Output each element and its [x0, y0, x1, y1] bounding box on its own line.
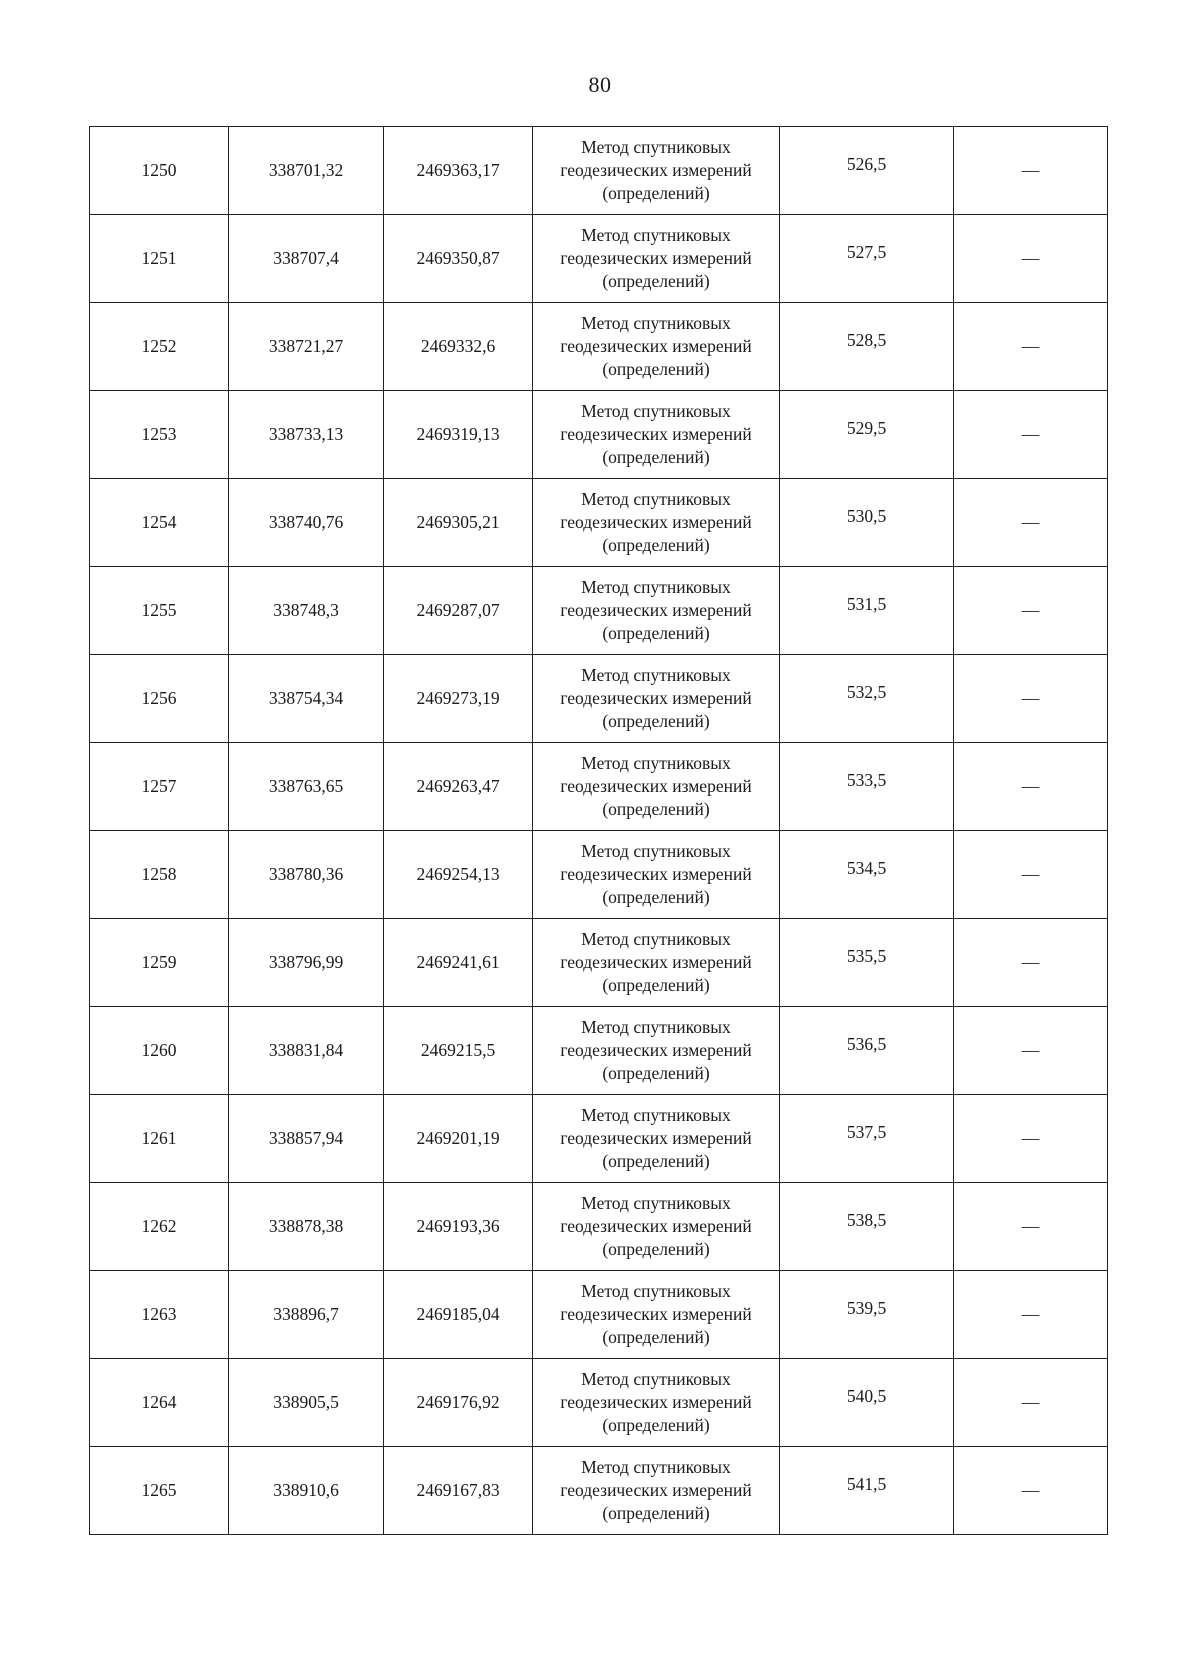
description-dash: — — [1021, 688, 1040, 708]
point-number-cell — [90, 1271, 229, 1359]
point-number-cell — [90, 479, 229, 567]
accuracy-cell — [780, 919, 954, 1007]
accuracy-cell — [780, 1007, 954, 1095]
method-text: Метод спутниковых геодезических измерений (определений) — [560, 137, 752, 203]
coordinate-y-cell — [384, 1271, 533, 1359]
table-row — [90, 1271, 1108, 1359]
method-text: Метод спутниковых геодезических измерений (определений) — [560, 1105, 752, 1171]
coordinate-x-text: 338748,3 — [273, 600, 339, 620]
point-number-cell — [90, 567, 229, 655]
method-cell — [533, 1447, 780, 1535]
coordinate-y-text: 2469167,83 — [416, 1480, 500, 1500]
point-number-cell — [90, 303, 229, 391]
method-cell — [533, 1271, 780, 1359]
method-text: Метод спутниковых геодезических измерений (определений) — [560, 1281, 752, 1347]
point-number-text: 1253 — [141, 424, 177, 444]
coordinate-x-cell — [229, 1095, 384, 1183]
method-cell — [533, 1183, 780, 1271]
accuracy-cell — [780, 655, 954, 743]
point-number-cell — [90, 655, 229, 743]
coordinate-y-cell — [384, 127, 533, 215]
description-cell — [954, 743, 1108, 831]
method-text: Метод спутниковых геодезических измерений (определений) — [560, 1457, 752, 1523]
accuracy-text: 539,5 — [846, 1298, 887, 1318]
coordinate-y-cell — [384, 215, 533, 303]
accuracy-text: 540,5 — [846, 1386, 887, 1406]
description-cell — [954, 303, 1108, 391]
coordinate-y-text: 2469215,5 — [420, 1040, 496, 1060]
accuracy-text: 541,5 — [846, 1474, 887, 1494]
point-number-cell — [90, 919, 229, 1007]
method-text: Метод спутниковых геодезических измерений (определений) — [560, 929, 752, 995]
coordinate-x-cell — [229, 479, 384, 567]
method-cell — [533, 391, 780, 479]
method-text: Метод спутниковых геодезических измерений (определений) — [560, 401, 752, 467]
coordinate-y-cell — [384, 1183, 533, 1271]
accuracy-text: 536,5 — [846, 1034, 887, 1054]
method-cell — [533, 919, 780, 1007]
description-dash: — — [1021, 160, 1040, 180]
coordinate-x-text: 338878,38 — [268, 1216, 344, 1236]
description-dash: — — [1021, 336, 1040, 356]
coordinate-y-cell — [384, 743, 533, 831]
description-dash: — — [1021, 600, 1040, 620]
coordinate-y-cell — [384, 1007, 533, 1095]
coordinate-x-text: 338763,65 — [268, 776, 344, 796]
method-text: Метод спутниковых геодезических измерений (определений) — [560, 841, 752, 907]
table-row — [90, 1183, 1108, 1271]
coordinate-y-text: 2469185,04 — [416, 1304, 500, 1324]
method-text: Метод спутниковых геодезических измерений (определений) — [560, 489, 752, 555]
method-text: Метод спутниковых геодезических измерений (определений) — [560, 1017, 752, 1083]
coordinate-x-text: 338740,76 — [268, 512, 344, 532]
point-number-cell — [90, 1359, 229, 1447]
coordinate-x-text: 338754,34 — [268, 688, 344, 708]
accuracy-text: 528,5 — [846, 330, 887, 350]
coordinate-y-text: 2469254,13 — [416, 864, 500, 884]
point-number-text: 1255 — [141, 600, 177, 620]
table-row — [90, 127, 1108, 215]
table-row — [90, 567, 1108, 655]
method-cell — [533, 303, 780, 391]
description-dash: — — [1021, 776, 1040, 796]
point-number-text: 1256 — [141, 688, 177, 708]
coordinate-x-cell — [229, 1359, 384, 1447]
description-dash: — — [1021, 512, 1040, 532]
point-number-cell — [90, 743, 229, 831]
description-dash: — — [1021, 1392, 1040, 1412]
coordinate-x-text: 338831,84 — [268, 1040, 344, 1060]
accuracy-text: 538,5 — [846, 1210, 887, 1230]
description-cell — [954, 655, 1108, 743]
method-cell — [533, 1095, 780, 1183]
method-cell — [533, 567, 780, 655]
table-row — [90, 831, 1108, 919]
accuracy-cell — [780, 1359, 954, 1447]
accuracy-cell — [780, 1271, 954, 1359]
description-dash: — — [1021, 1480, 1040, 1500]
coordinate-x-cell — [229, 215, 384, 303]
accuracy-cell — [780, 1183, 954, 1271]
coordinate-x-cell — [229, 1271, 384, 1359]
method-cell — [533, 831, 780, 919]
coordinate-x-text: 338707,4 — [273, 248, 339, 268]
description-cell — [954, 1447, 1108, 1535]
coordinate-x-cell — [229, 391, 384, 479]
description-dash: — — [1021, 952, 1040, 972]
coordinate-x-text: 338721,27 — [268, 336, 344, 356]
coordinate-x-text: 338796,99 — [268, 952, 344, 972]
coordinate-x-cell — [229, 831, 384, 919]
method-text: Метод спутниковых геодезических измерений (определений) — [560, 1369, 752, 1435]
table-body — [90, 127, 1108, 1535]
point-number-cell — [90, 215, 229, 303]
description-dash: — — [1021, 1216, 1040, 1236]
description-dash: — — [1021, 424, 1040, 444]
coordinate-y-cell — [384, 479, 533, 567]
description-cell — [954, 215, 1108, 303]
accuracy-cell — [780, 567, 954, 655]
accuracy-text: 527,5 — [846, 242, 887, 262]
accuracy-cell — [780, 127, 954, 215]
point-number-text: 1260 — [141, 1040, 177, 1060]
accuracy-cell — [780, 743, 954, 831]
accuracy-text: 533,5 — [846, 770, 887, 790]
coordinate-x-cell — [229, 1007, 384, 1095]
accuracy-text: 534,5 — [846, 858, 887, 878]
point-number-text: 1259 — [141, 952, 177, 972]
coordinate-y-text: 2469241,61 — [416, 952, 500, 972]
coordinate-x-text: 338857,94 — [268, 1128, 344, 1148]
coordinate-x-cell — [229, 1183, 384, 1271]
point-number-cell — [90, 831, 229, 919]
accuracy-cell — [780, 1447, 954, 1535]
table-row — [90, 479, 1108, 567]
coordinate-y-cell — [384, 655, 533, 743]
table-row — [90, 1095, 1108, 1183]
point-number-text: 1258 — [141, 864, 177, 884]
coordinate-y-text: 2469201,19 — [416, 1128, 500, 1148]
point-number-text: 1262 — [141, 1216, 177, 1236]
table-row — [90, 743, 1108, 831]
method-cell — [533, 479, 780, 567]
table-row — [90, 303, 1108, 391]
description-dash: — — [1021, 248, 1040, 268]
point-number-text: 1263 — [141, 1304, 177, 1324]
coordinate-y-cell — [384, 1447, 533, 1535]
coordinate-y-text: 2469350,87 — [416, 248, 500, 268]
table-row — [90, 215, 1108, 303]
method-text: Метод спутниковых геодезических измерений (определений) — [560, 665, 752, 731]
point-number-cell — [90, 127, 229, 215]
coordinate-x-text: 338896,7 — [273, 1304, 339, 1324]
table-row — [90, 1007, 1108, 1095]
coordinate-y-text: 2469363,17 — [416, 160, 500, 180]
coordinate-x-text: 338733,13 — [268, 424, 344, 444]
point-number-cell — [90, 1447, 229, 1535]
accuracy-cell — [780, 1095, 954, 1183]
coordinate-x-cell — [229, 1447, 384, 1535]
accuracy-cell — [780, 831, 954, 919]
coordinate-x-text: 338780,36 — [268, 864, 344, 884]
method-cell — [533, 655, 780, 743]
accuracy-text: 526,5 — [846, 154, 887, 174]
accuracy-text: 531,5 — [846, 594, 887, 614]
accuracy-cell — [780, 215, 954, 303]
description-cell — [954, 567, 1108, 655]
method-text: Метод спутниковых геодезических измерений (определений) — [560, 1193, 752, 1259]
accuracy-text: 532,5 — [846, 682, 887, 702]
accuracy-text: 535,5 — [846, 946, 887, 966]
point-number-text: 1254 — [141, 512, 177, 532]
coordinate-x-text: 338905,5 — [273, 1392, 339, 1412]
accuracy-cell — [780, 391, 954, 479]
method-text: Метод спутниковых геодезических измерений (определений) — [560, 577, 752, 643]
coordinate-y-cell — [384, 831, 533, 919]
coordinate-y-text: 2469319,13 — [416, 424, 500, 444]
coordinate-y-text: 2469193,36 — [416, 1216, 500, 1236]
accuracy-text: 530,5 — [846, 506, 887, 526]
description-cell — [954, 919, 1108, 1007]
description-cell — [954, 1359, 1108, 1447]
coordinate-y-text: 2469287,07 — [416, 600, 500, 620]
point-number-text: 1264 — [141, 1392, 177, 1412]
coordinate-y-text: 2469176,92 — [416, 1392, 500, 1412]
coordinate-y-text: 2469273,19 — [416, 688, 500, 708]
coordinate-x-cell — [229, 567, 384, 655]
method-text: Метод спутниковых геодезических измерений (определений) — [560, 225, 752, 291]
method-cell — [533, 1007, 780, 1095]
coordinate-x-cell — [229, 743, 384, 831]
accuracy-text: 529,5 — [846, 418, 887, 438]
description-cell — [954, 1007, 1108, 1095]
table-row — [90, 655, 1108, 743]
point-number-text: 1250 — [141, 160, 177, 180]
point-number-text: 1261 — [141, 1128, 177, 1148]
coordinate-y-text: 2469332,6 — [420, 336, 496, 356]
method-cell — [533, 215, 780, 303]
coordinate-y-text: 2469263,47 — [416, 776, 500, 796]
description-cell — [954, 1183, 1108, 1271]
description-cell — [954, 479, 1108, 567]
coordinate-y-cell — [384, 919, 533, 1007]
coordinate-y-cell — [384, 303, 533, 391]
description-cell — [954, 1095, 1108, 1183]
coordinate-y-cell — [384, 1359, 533, 1447]
coordinate-y-cell — [384, 567, 533, 655]
coordinate-x-cell — [229, 127, 384, 215]
method-text: Метод спутниковых геодезических измерений (определений) — [560, 753, 752, 819]
table-row — [90, 1359, 1108, 1447]
point-number-cell — [90, 1095, 229, 1183]
table-row — [90, 1447, 1108, 1535]
description-dash: — — [1021, 1040, 1040, 1060]
point-number-text: 1252 — [141, 336, 177, 356]
method-cell — [533, 127, 780, 215]
point-number-cell — [90, 1183, 229, 1271]
coordinate-x-cell — [229, 655, 384, 743]
coordinate-x-text: 338910,6 — [273, 1480, 339, 1500]
coordinate-x-text: 338701,32 — [268, 160, 344, 180]
coordinates-table — [89, 126, 1108, 1535]
accuracy-cell — [780, 303, 954, 391]
point-number-text: 1257 — [141, 776, 177, 796]
description-dash: — — [1021, 864, 1040, 884]
method-cell — [533, 1359, 780, 1447]
coordinate-y-text: 2469305,21 — [416, 512, 500, 532]
accuracy-cell — [780, 479, 954, 567]
accuracy-text: 537,5 — [846, 1122, 887, 1142]
method-text: Метод спутниковых геодезических измерений (определений) — [560, 313, 752, 379]
coordinate-x-cell — [229, 303, 384, 391]
point-number-cell — [90, 391, 229, 479]
coordinate-y-cell — [384, 391, 533, 479]
coordinate-x-cell — [229, 919, 384, 1007]
table-row — [90, 919, 1108, 1007]
description-dash: — — [1021, 1128, 1040, 1148]
description-cell — [954, 391, 1108, 479]
page-number: 80 — [588, 72, 612, 97]
point-number-cell — [90, 1007, 229, 1095]
description-cell — [954, 1271, 1108, 1359]
point-number-text: 1251 — [141, 248, 177, 268]
description-cell — [954, 127, 1108, 215]
coordinate-y-cell — [384, 1095, 533, 1183]
method-cell — [533, 743, 780, 831]
table-row — [90, 391, 1108, 479]
description-dash: — — [1021, 1304, 1040, 1324]
description-cell — [954, 831, 1108, 919]
point-number-text: 1265 — [141, 1480, 177, 1500]
